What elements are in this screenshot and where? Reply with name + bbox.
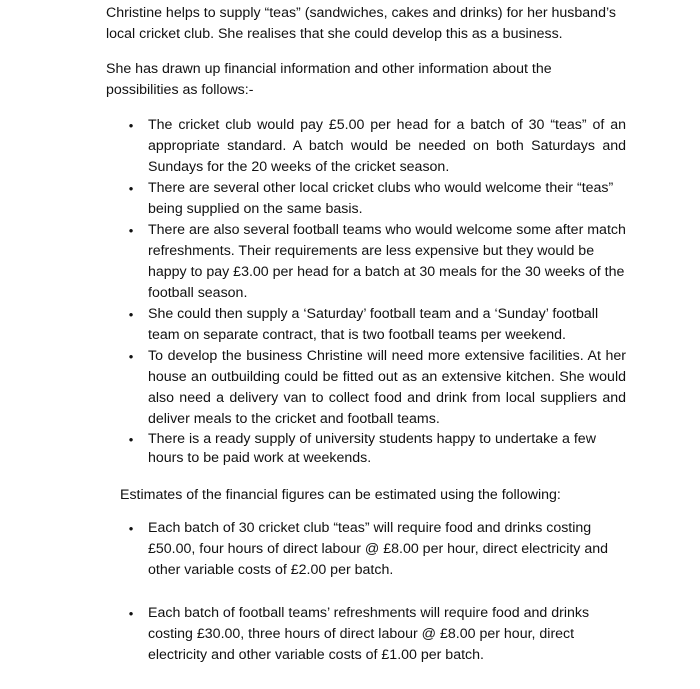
bullet-icon: • <box>128 307 134 322</box>
list-item-text: The cricket club would pay £5.00 per head for a batch of 30 “teas” of an appropriate standard. A batch would be needed on both Saturdays and Sundays for the 20 weeks of the cricket season. <box>148 117 626 175</box>
estimates-list-2 <box>128 603 618 666</box>
bullet-icon: • <box>128 349 134 364</box>
list-item-text: Each batch of 30 cricket club “teas” will require food and drinks costing £50.00, four hours of direct labour @ £8.00 per hour, direct electricity and other variable costs of £2.00 per batch. <box>148 520 608 578</box>
list-item-text: There is a ready supply of university students happy to undertake a few hours to be paid work at weekends. <box>148 431 596 466</box>
list-item-text: There are several other local cricket clubs who would welcome their “teas” being supplied on the same basis. <box>148 180 614 217</box>
bullet-icon: • <box>128 432 134 447</box>
list-item <box>128 115 626 178</box>
list-item-text: Each batch of football teams’ refreshments will require food and drinks costing £30.00, three hours of direct labour @ £8.00 per hour, direct electricity and other variable costs of £1.00 per batch. <box>148 605 590 663</box>
bullet-icon: • <box>128 606 134 621</box>
intro-paragraph-1: Christine helps to supply “teas” (sandwiches, cakes and drinks) for her husband’s local cricket club. She realises that she could develop this as a business. <box>106 5 616 42</box>
list-item-text: There are also several football teams who would welcome some after match refreshments. Their requirements are less expensive but they would be happy to pay £3.00 per head for a batch at 30 meals for the 30 weeks of the football season. <box>148 222 626 301</box>
bullet-icon: • <box>128 521 134 536</box>
possibilities-list <box>128 115 626 468</box>
list-item <box>128 430 626 468</box>
list-item <box>128 346 626 430</box>
bullet-icon: • <box>128 223 134 238</box>
list-item <box>128 518 618 581</box>
bullet-icon: • <box>128 181 134 196</box>
bullet-icon: • <box>128 118 134 133</box>
estimates-list-1 <box>128 518 618 581</box>
estimates-heading: Estimates of the financial figures can be estimated using the following: <box>120 487 561 503</box>
list-item <box>128 603 618 666</box>
list-item-text: She could then supply a ‘Saturday’ football team and a ‘Sunday’ football team on separate contract, that is two football teams per weekend. <box>148 306 599 343</box>
list-item <box>128 220 626 304</box>
list-item-text: To develop the business Christine will need more extensive facilities. At her house an outbuilding could be fitted out as an extensive kitchen. She would also need a delivery van to collect food and drink from local suppliers and deliver meals to the cricket and football teams. <box>148 348 626 427</box>
intro-paragraph-2: She has drawn up financial information and other information about the possibilities as follows:- <box>106 61 552 98</box>
list-item <box>128 304 626 346</box>
list-item <box>128 178 626 220</box>
